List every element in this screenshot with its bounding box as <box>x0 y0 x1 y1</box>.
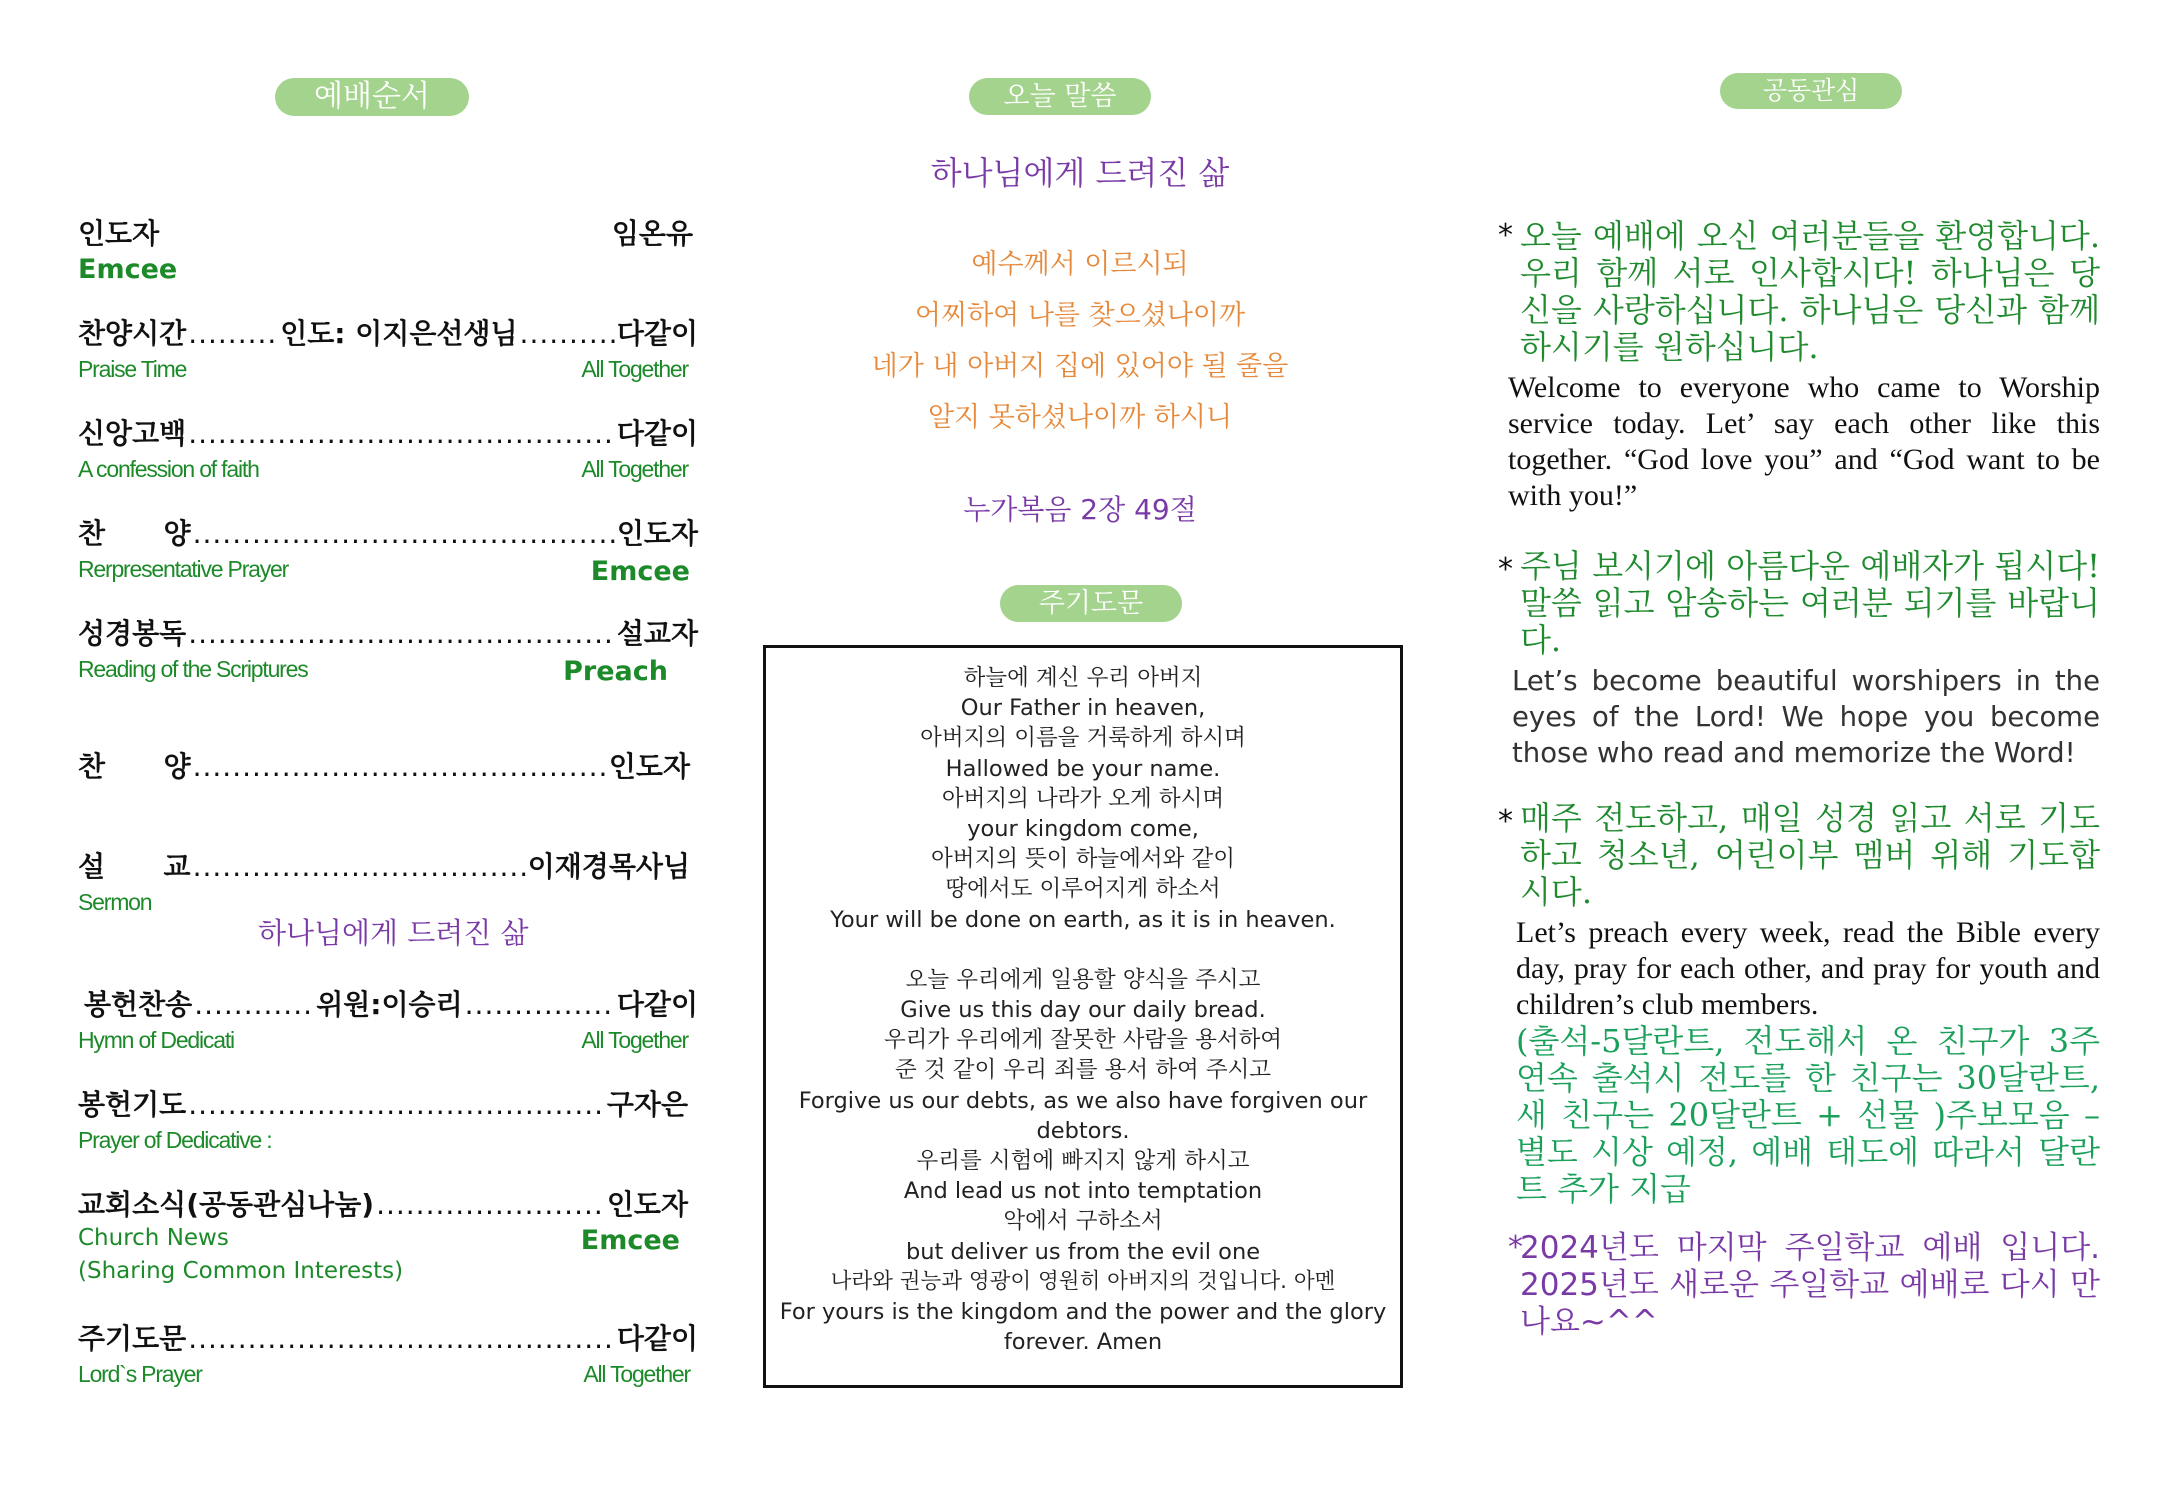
asterisk-icon: * <box>1498 218 1513 253</box>
prayer-line: Give us this day our daily bread. <box>900 997 1266 1024</box>
verse-reference: 누가복음 2장 49절 <box>963 493 1197 526</box>
leader-dots <box>188 317 278 350</box>
item-en: Rerpresentative Prayer <box>78 556 289 582</box>
prayer-line: For yours is the kingdom and the power and the glory <box>779 1299 1387 1326</box>
item-mid: 인도: 이지은선생님 <box>280 317 518 350</box>
verse-line: 네가 내 아버지 집에 있어야 될 줄을 <box>871 351 1289 382</box>
prayer-line: 땅에서도 이루어지게 하소서 <box>945 876 1221 903</box>
leader-dots <box>188 1088 605 1121</box>
asterisk-icon: * <box>1498 552 1513 587</box>
service-item-scripture <box>78 612 698 687</box>
item-right: 설교자 <box>616 617 698 650</box>
item-title: 찬 양 <box>78 750 191 783</box>
verse-line: 알지 못하셨나이까 하시니 <box>927 402 1233 433</box>
leader-dots <box>376 1188 605 1221</box>
item-title: 찬 양 <box>78 517 191 550</box>
leader-dots <box>188 417 615 450</box>
item-title: 주기도문 <box>78 1322 187 1355</box>
verse-line: 예수께서 이르시되 <box>971 249 1189 280</box>
prayer-line: 오늘 우리에게 일용할 양식을 주시고 <box>905 966 1261 993</box>
item-en-right: All Together <box>583 1361 690 1387</box>
talent-reward-note: (출석-5달란트, 전도해서 온 친구가 3주 연속 출석시 전도를 한 친구는 30달란트, 새 친구는 20달란트 + 선물 )주보모음 – 별도 시상 예정, 예배 태도에 따라서 달란트 추가 지급 <box>1516 1022 2100 1208</box>
item-en: Praise Time <box>78 356 187 382</box>
item-en-right: All Together <box>581 356 688 382</box>
prayer-line: 아버지의 이름을 거룩하게 하시며 <box>920 725 1246 752</box>
service-item-offering-hymn <box>78 983 698 1054</box>
item-title: 찬양시간 <box>78 317 187 350</box>
todays-word-header: 오늘 말씀 <box>969 78 1151 115</box>
item-en-2: (Sharing Common Interests) <box>78 1258 404 1284</box>
prayer-line: Forgive us our debts, as we also have forgiven our <box>798 1087 1368 1114</box>
item-right: 다같이 <box>616 1322 698 1355</box>
item-right: 다같이 <box>616 317 698 350</box>
item-en: Reading of the Scriptures <box>78 656 308 682</box>
asterisk-icon: * <box>1498 804 1513 839</box>
leader-dots <box>194 988 314 1021</box>
prayer-line: 우리를 시험에 빠지지 않게 하시고 <box>916 1148 1250 1175</box>
item-right: 구자은 <box>606 1088 688 1121</box>
item-en-right: Emcee <box>590 556 690 587</box>
service-item-hymn <box>78 512 698 587</box>
leader-dots <box>188 617 615 650</box>
item-title: 교회소식(공동관심나눔) <box>78 1188 375 1221</box>
lords-prayer-header: 주기도문 <box>1000 585 1182 622</box>
message-title: 하나님에게 드려진 삶 <box>930 154 1230 192</box>
item-en: A confession of faith <box>78 456 259 482</box>
leader-title: 인도자 <box>78 217 160 250</box>
bible-verse <box>740 239 1420 443</box>
prayer-line: forever. Amen <box>1003 1329 1163 1356</box>
worship-note-en: Let’s become beautiful worshipers in the eyes of the Lord! We hope you become those who read and memorize the Word! <box>1512 665 2100 769</box>
item-en: Hymn of Dedicati <box>78 1027 234 1053</box>
leader-en: Emcee <box>78 254 178 285</box>
item-title: 봉헌찬송 <box>84 988 193 1021</box>
leader-dots <box>193 750 607 783</box>
evangelism-note-ko: 매주 전도하고, 매일 성경 읽고 서로 기도하고 청소년, 어린이부 멤버 위해 기도합시다. <box>1520 799 2100 911</box>
prayer-line: 아버지의 뜻이 하늘에서와 같이 <box>930 846 1235 873</box>
item-right: 이재경목사님 <box>527 850 690 883</box>
welcome-note-ko: 오늘 예배에 오신 여러분들을 환영합니다. 우리 함께 서로 인사합시다! 하나님은 당신을 사랑하십니다. 하나님은 당신과 함께 하시기를 원하십니다. <box>1520 217 2100 366</box>
item-en-right: Preach <box>563 656 668 687</box>
leader-dots <box>520 317 615 350</box>
prayer-gap <box>766 935 1400 965</box>
item-en: Prayer of Dedicative : <box>78 1127 272 1153</box>
item-title: 봉헌기도 <box>78 1088 187 1121</box>
service-item-church-news <box>78 1183 698 1284</box>
leader-dots <box>188 1322 615 1355</box>
item-en-right: Emcee <box>580 1225 680 1256</box>
prayer-line: but deliver us from the evil one <box>905 1238 1261 1265</box>
order-of-service-header: 예배순서 <box>275 78 469 116</box>
item-en-right: All Together <box>581 1027 688 1053</box>
service-item-offering-prayer <box>78 1083 698 1154</box>
final-service-note <box>1490 1230 2100 1341</box>
service-item-confession <box>78 412 698 483</box>
welcome-note <box>1490 218 2100 514</box>
prayer-line: 준 것 같이 우리 죄를 용서 하여 주시고 <box>894 1057 1272 1084</box>
item-right: 다같이 <box>616 417 698 450</box>
service-item-hymn-2 <box>78 745 690 785</box>
prayer-line: Our Father in heaven, <box>960 695 1206 722</box>
item-title: 설 교 <box>78 850 191 883</box>
leader-entry <box>78 212 693 285</box>
prayer-line: your kingdom come, <box>967 816 1199 843</box>
item-right: 인도자 <box>608 750 690 783</box>
worship-note <box>1490 548 2100 771</box>
leader-dots <box>193 850 526 883</box>
welcome-note-en: Welcome to everyone who came to Worship service today. Let’ say each other like this together. “God love you” and “God want to be with you!” <box>1508 371 2100 512</box>
leader-dots <box>193 517 615 550</box>
item-title: 성경봉독 <box>78 617 187 650</box>
item-right: 다같이 <box>616 988 698 1021</box>
prayer-line: debtors. <box>1036 1117 1130 1144</box>
item-right: 인도자 <box>606 1188 688 1221</box>
prayer-line: 나라와 권능과 영광이 영원히 아버지의 것입니다. 아멘 <box>830 1268 1336 1294</box>
prayer-line: Your will be done on earth, as it is in heaven. <box>830 906 1336 933</box>
leader-dots <box>465 988 615 1021</box>
asterisk-icon: * <box>1508 1230 1523 1265</box>
item-en: Sermon <box>78 889 152 915</box>
lords-prayer-box <box>763 645 1403 1388</box>
service-item-praise <box>78 312 698 383</box>
prayer-line: Hallowed be your name. <box>945 755 1221 782</box>
leader-name: 임온유 <box>611 217 693 250</box>
worship-note-ko: 주님 보시기에 아름다운 예배자가 됩시다! 말씀 읽고 암송하는 여러분 되기를 바랍니다. <box>1520 547 2100 659</box>
evangelism-note-en: Let’s preach every week, read the Bible every day, pray for each other, and pray for youth and children’s club members. <box>1516 916 2100 1021</box>
prayer-line: 악에서 구하소서 <box>1003 1208 1163 1235</box>
prayer-line: And lead us not into temptation <box>903 1178 1263 1205</box>
final-service-text: 2024년도 마지막 주일학교 예배 입니다. 2025년도 새로운 주일학교 예배로 다시 만나요~^^ <box>1520 1230 2100 1340</box>
item-title: 신앙고백 <box>78 417 187 450</box>
common-interests-header: 공동관심 <box>1720 73 1902 109</box>
item-right: 인도자 <box>616 517 698 550</box>
item-mid: 위원:이승리 <box>316 988 463 1021</box>
prayer-line: 하늘에 계신 우리 아버지 <box>963 665 1203 691</box>
service-item-lords-prayer <box>78 1317 698 1388</box>
service-item-sermon <box>78 845 690 950</box>
item-en: Lord`s Prayer <box>78 1361 202 1387</box>
item-en-right: All Together <box>581 456 688 482</box>
prayer-line: 아버지의 나라가 오게 하시며 <box>941 785 1225 812</box>
verse-line: 어찌하여 나를 찾으셨나이까 <box>914 300 1246 331</box>
item-en: Church News <box>78 1225 229 1251</box>
sermon-title: 하나님에게 드려진 삶 <box>258 916 529 950</box>
prayer-line: 우리가 우리에게 잘못한 사람을 용서하여 <box>883 1027 1283 1054</box>
evangelism-note <box>1490 800 2100 1208</box>
